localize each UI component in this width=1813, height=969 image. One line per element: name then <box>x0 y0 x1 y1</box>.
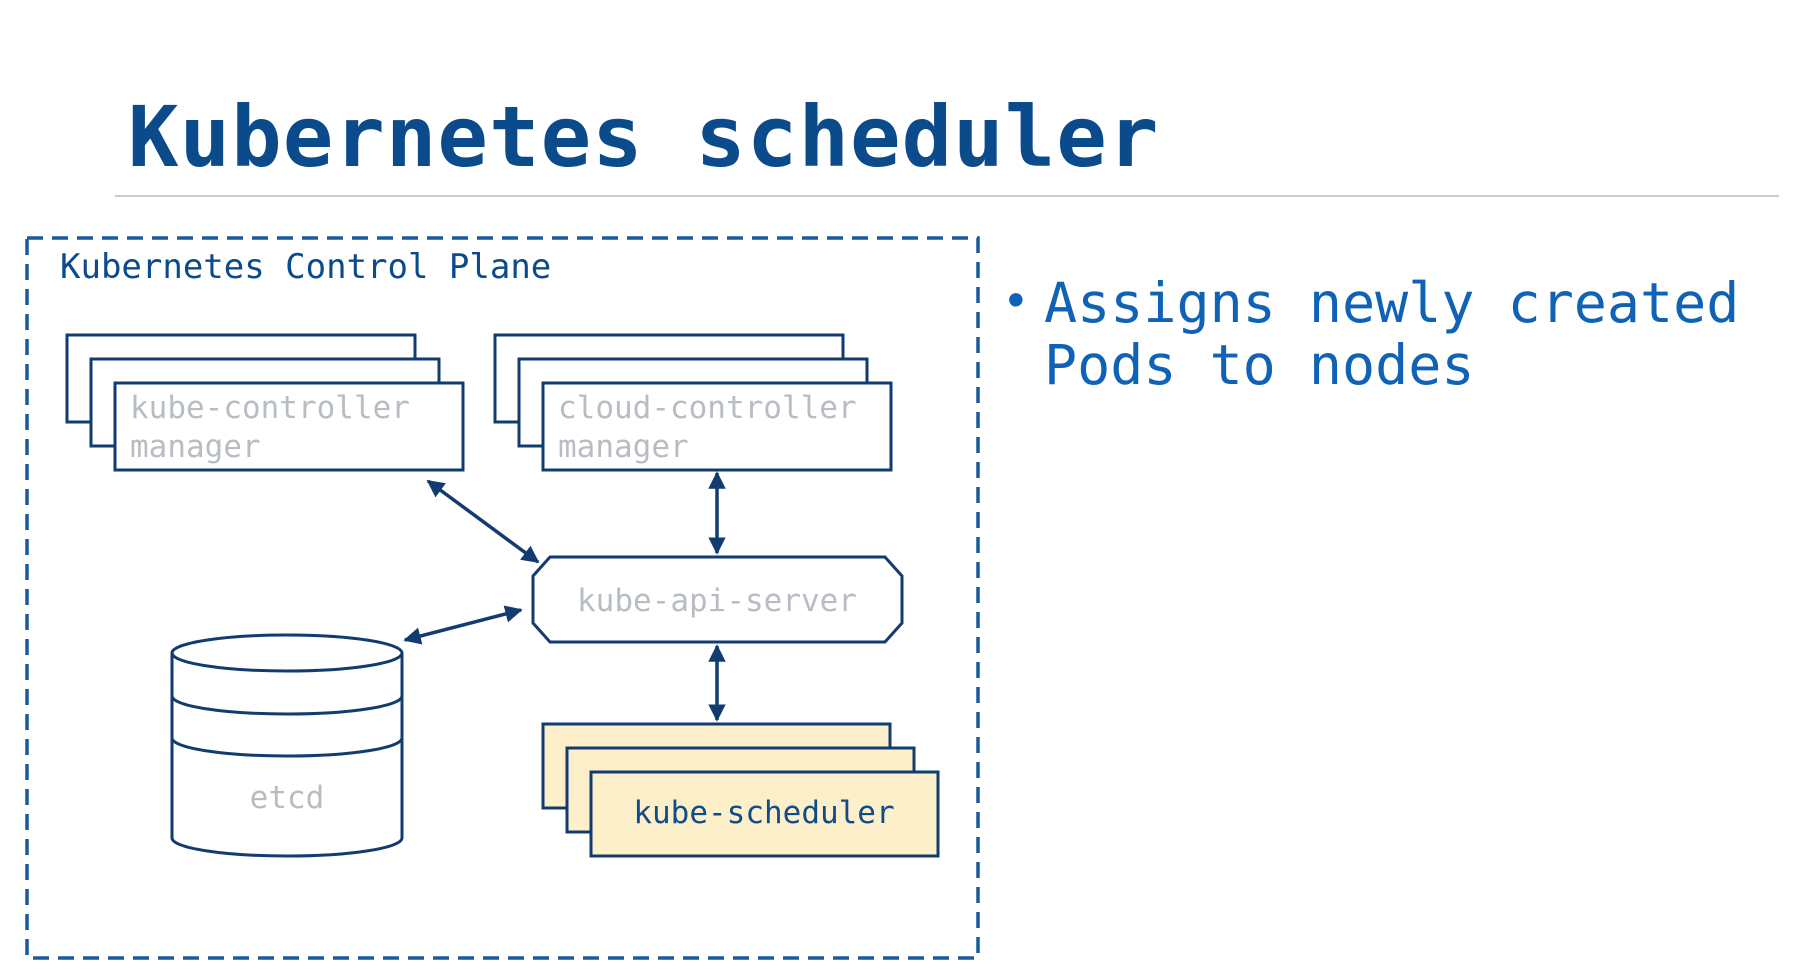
arrow-controller-manager-api <box>428 481 538 562</box>
kube-controller-manager-label-line1: kube-controller <box>130 390 410 426</box>
kube-controller-manager-label-line2: manager <box>130 429 261 465</box>
bullet-item: • Assigns newly created Pods to nodes <box>1002 272 1784 396</box>
control-plane-label: Kubernetes Control Plane <box>60 247 552 287</box>
arrow-etcd-api <box>405 610 521 640</box>
kube-scheduler-label: kube-scheduler <box>633 795 895 831</box>
cloud-controller-manager-label-line1: cloud-controller <box>558 390 857 426</box>
kube-api-server-label: kube-api-server <box>577 583 857 619</box>
etcd-label: etcd <box>249 780 325 816</box>
cloud-controller-manager-label-line2: manager <box>558 429 689 465</box>
cloud-controller-manager-stack <box>495 335 891 470</box>
bullet-list <box>1002 272 1784 396</box>
kube-controller-manager-stack <box>67 335 463 470</box>
etcd-cylinder <box>172 635 402 856</box>
slide-title: Kubernetes scheduler <box>128 88 1160 186</box>
kube-scheduler-stack <box>543 724 938 856</box>
